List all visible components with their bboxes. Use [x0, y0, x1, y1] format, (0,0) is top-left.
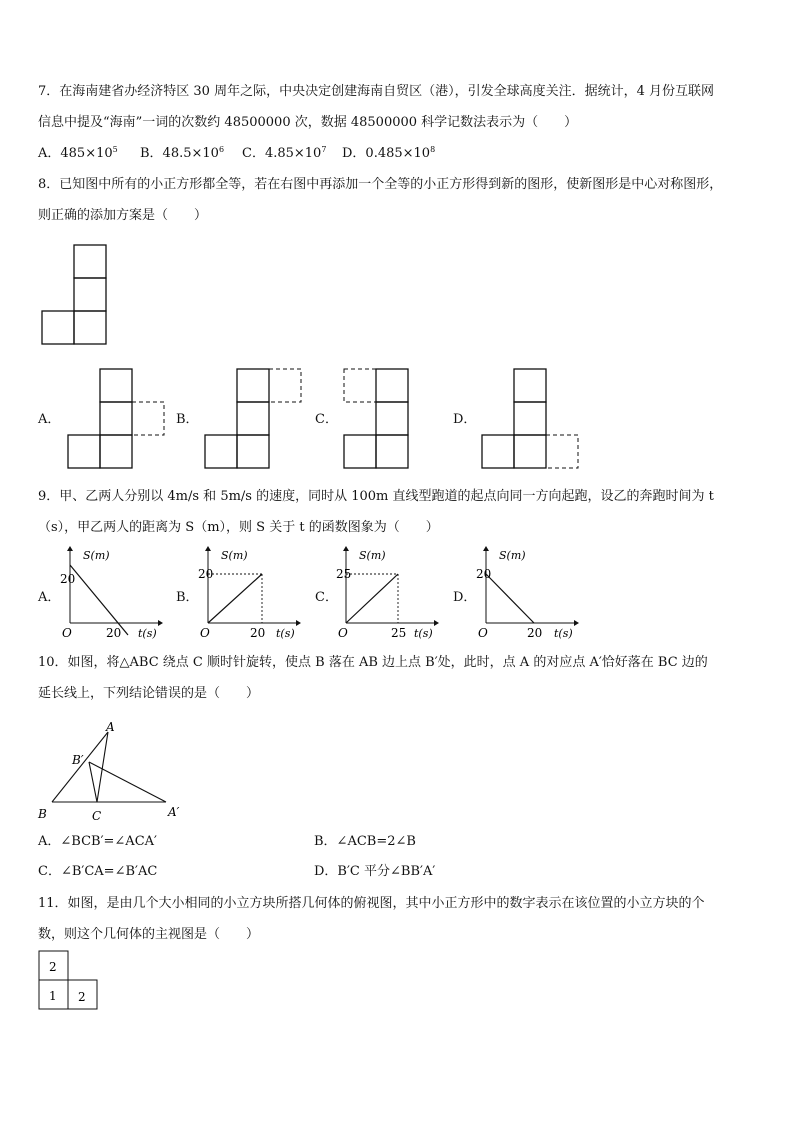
point-a-prime-label: A′ — [168, 805, 180, 819]
q10-option-c[interactable]: C．∠B′CA=∠B′AC — [38, 864, 158, 879]
q9-option-c-label[interactable]: C． — [315, 590, 338, 605]
q10-text-line1: 10．如图，将△ABC 绕点 C 顺时针旋转，使点 B 落在 AB 边上点 B′处，此时，点 A 的对应点 A′恰好落在 BC 边的 — [38, 655, 708, 670]
x-axis-label: t(s) — [554, 627, 573, 640]
point-a-label: A — [106, 720, 115, 734]
q8-option-a-label[interactable]: A． — [38, 412, 61, 427]
q7-option-a[interactable]: A．$485\times 10^5$ — [38, 145, 118, 161]
q8-base-figure — [40, 244, 110, 346]
q8-text-line2: 则正确的添加方案是（ ） — [38, 208, 208, 223]
q9-option-b-graph[interactable] — [196, 545, 302, 641]
q7-text-line2: 信息中提及“海南”一词的次数约 48500000 次，数据 48500000 科学记数法表示为（ ） — [38, 115, 578, 130]
q9-option-a-graph[interactable] — [58, 545, 164, 641]
q8-option-d-figure[interactable] — [480, 368, 584, 471]
q9-option-b-label[interactable]: B． — [176, 590, 199, 605]
y-tick-label: 20 — [476, 567, 492, 581]
q8-option-b-label[interactable]: B． — [176, 412, 199, 427]
y-axis-label: S(m) — [83, 549, 110, 562]
q11-top-view-grid — [38, 950, 100, 1010]
q7-option-d[interactable]: D．$0.485\times 10^8$ — [342, 145, 436, 161]
q9-text-line2: （s），甲乙两人的距离为 S（m），则 S 关于 t 的函数图象为（ ） — [38, 520, 439, 535]
q7-option-c[interactable]: C．$4.85\times 10^7$ — [242, 145, 327, 161]
x-tick-label: 20 — [250, 626, 266, 640]
q8-option-b-figure[interactable] — [203, 368, 307, 471]
y-axis-label: S(m) — [499, 549, 526, 562]
q7-text-line1: 7．在海南建省办经济特区 30 周年之际，中央决定创建海南自贸区（港），引发全球高度关注．据统计，4 月份互联网 — [38, 84, 714, 99]
q11-text-line2: 数，则这个几何体的主视图是（ ） — [38, 927, 260, 942]
x-axis-label: t(s) — [138, 627, 157, 640]
q9-text-line1: 9．甲、乙两人分别以 4m/s 和 5m/s 的速度，同时从 100m 直线型跑道的起点向同一方向起跑，设乙的奔跑时间为 t — [38, 489, 714, 504]
grid-cell-bottom-left: 1 — [49, 989, 57, 1003]
y-tick-label: 20 — [198, 567, 214, 581]
point-b-prime-label: B′ — [72, 753, 84, 767]
grid-cell-bottom-right: 2 — [78, 990, 86, 1004]
q10-text-line2: 延长线上，下列结论错误的是（ ） — [38, 686, 260, 701]
q9-option-c-graph[interactable] — [334, 545, 440, 641]
q10-option-d[interactable]: D．B′C 平分∠BB′A′ — [314, 864, 436, 879]
x-axis-label: t(s) — [276, 627, 295, 640]
point-b-label: B — [38, 807, 47, 821]
q10-option-b[interactable]: B．∠ACB=2∠B — [314, 834, 416, 849]
x-axis-label: t(s) — [414, 627, 433, 640]
q8-text-line1: 8．已知图中所有的小正方形都全等，若在右图中再添加一个全等的小正方形得到新的图形，使新图形是中心对称图形， — [38, 177, 723, 192]
origin-label: O — [200, 626, 210, 640]
q9-option-d-label[interactable]: D． — [453, 590, 477, 605]
q8-option-c-figure[interactable] — [340, 368, 444, 471]
y-tick-label: 25 — [336, 567, 352, 581]
q10-option-a[interactable]: A．∠BCB′=∠ACA′ — [38, 834, 157, 849]
q11-text-line1: 11．如图，是由几个大小相同的小立方块所搭几何体的俯视图，其中小正方形中的数字表示在该位置的小立方块的个 — [38, 896, 705, 911]
x-tick-label: 20 — [106, 626, 122, 640]
q8-option-d-label[interactable]: D． — [453, 412, 477, 427]
grid-cell-top-left: 2 — [49, 960, 57, 974]
q9-option-d-graph[interactable] — [474, 545, 580, 641]
origin-label: O — [62, 626, 72, 640]
origin-label: O — [338, 626, 348, 640]
x-tick-label: 20 — [527, 626, 543, 640]
y-tick-label: 20 — [60, 572, 76, 586]
y-axis-label: S(m) — [221, 549, 248, 562]
q9-option-a-label[interactable]: A． — [38, 590, 61, 605]
point-c-label: C — [92, 809, 102, 823]
y-axis-label: S(m) — [359, 549, 386, 562]
q8-option-a-figure[interactable] — [66, 368, 170, 471]
x-tick-label: 25 — [391, 626, 407, 640]
q10-triangle-figure — [36, 718, 186, 824]
origin-label: O — [478, 626, 488, 640]
q7-option-b[interactable]: B．$48.5\times 10^6$ — [140, 145, 225, 161]
q8-option-c-label[interactable]: C． — [315, 412, 338, 427]
